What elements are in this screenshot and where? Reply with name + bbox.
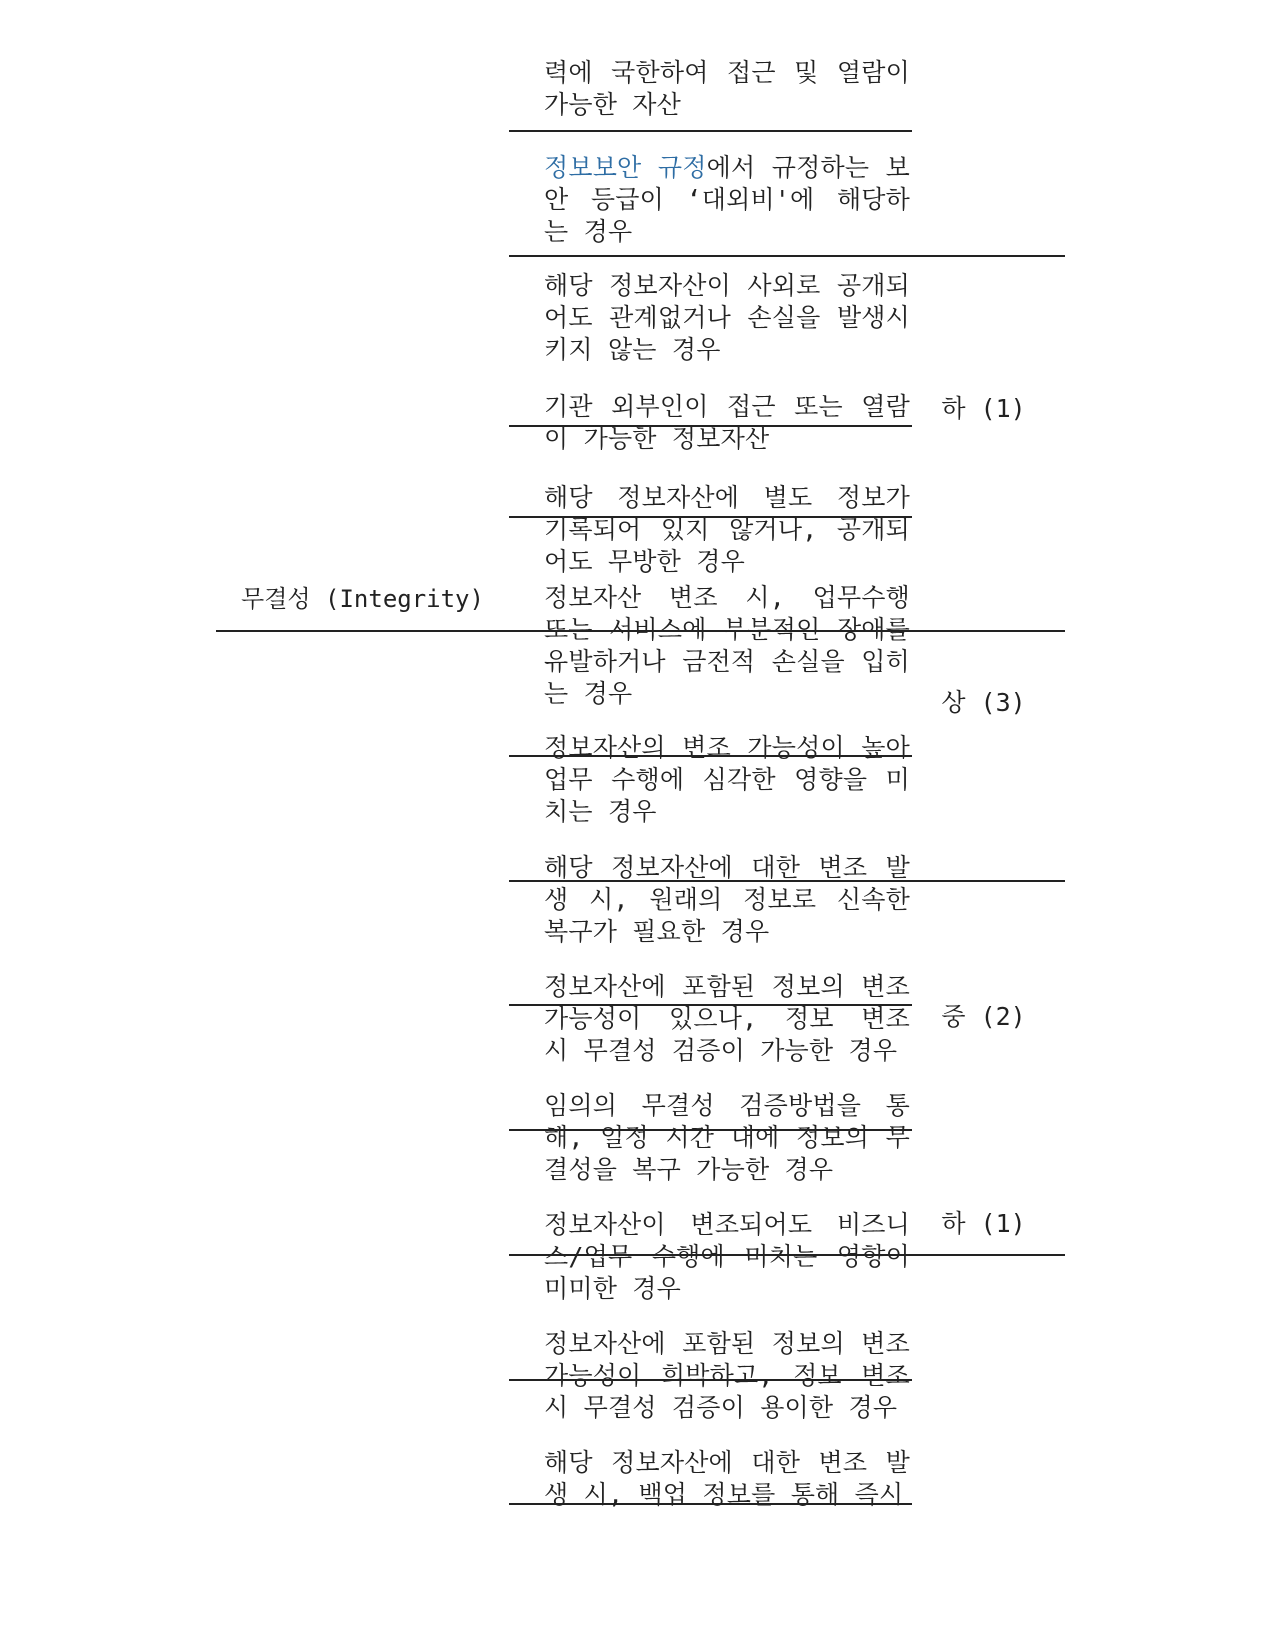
criteria-cell: 해당 정보자산에 별도 정보가 기록되어 있지 않거나, 공개되어도 무방한 경우 xyxy=(544,483,910,576)
criteria-cell: 임의의 무결성 검증방법을 통해, 일정 시간 내에 정보의 무결성을 복구 가능한 경우 xyxy=(544,1091,910,1184)
level-label: 하 (1) xyxy=(941,1209,1026,1238)
category-label: 무결성 (Integrity) xyxy=(241,585,484,613)
criteria-cell: 정보자산에 포함된 정보의 변조 가능성이 있으나, 정보 변조 시 무결성 검증이 가능한 경우 xyxy=(544,972,910,1065)
criteria-cell: 해당 정보자산이 사외로 공개되어도 관계없거나 손실을 발생시키지 않는 경우 xyxy=(544,271,910,364)
criteria-cell: 정보자산 변조 시, 업무수행 또는 서비스에 부분적인 장애를 유발하거나 금전적 손실을 입히는 경우 xyxy=(544,583,910,708)
criteria-cell: 력에 국한하여 접근 및 열람이 가능한 자산 xyxy=(544,58,910,119)
criteria-cell xyxy=(544,152,910,248)
level-group-divider xyxy=(509,255,1065,257)
level-label: 상 (3) xyxy=(941,688,1026,717)
criteria-cell: 정보자산이 변조되어도 비즈니스/업무 수행에 미치는 영향이 미미한 경우 xyxy=(544,1210,910,1303)
criteria-cell: 정보자산의 변조 가능성이 높아 업무 수행에 심각한 영향을 미치는 경우 xyxy=(544,733,910,826)
classification-table xyxy=(216,50,1065,1594)
criteria-cell: 해당 정보자산에 대한 변조 발생 시, 백업 정보를 통해 즉시 xyxy=(544,1448,910,1509)
criteria-cell: 해당 정보자산에 대한 변조 발생 시, 원래의 정보로 신속한 복구가 필요한 경우 xyxy=(544,853,910,946)
level-label: 중 (2) xyxy=(941,1002,1026,1031)
level-label: 하 (1) xyxy=(941,394,1026,423)
criteria-cell: 기관 외부인이 접근 또는 열람이 가능한 정보자산 xyxy=(544,392,910,453)
criteria-text: 에서 규정하는 보안 등급이 ‘대외비'에 해당하는 경우 xyxy=(544,153,911,246)
row-divider xyxy=(509,130,912,132)
security-policy-link[interactable]: 정보보안 규정 xyxy=(544,153,707,182)
criteria-cell: 정보자산에 포함된 정보의 변조 가능성이 희박하고, 정보 변조 시 무결성 검증이 용이한 경우 xyxy=(544,1329,910,1422)
